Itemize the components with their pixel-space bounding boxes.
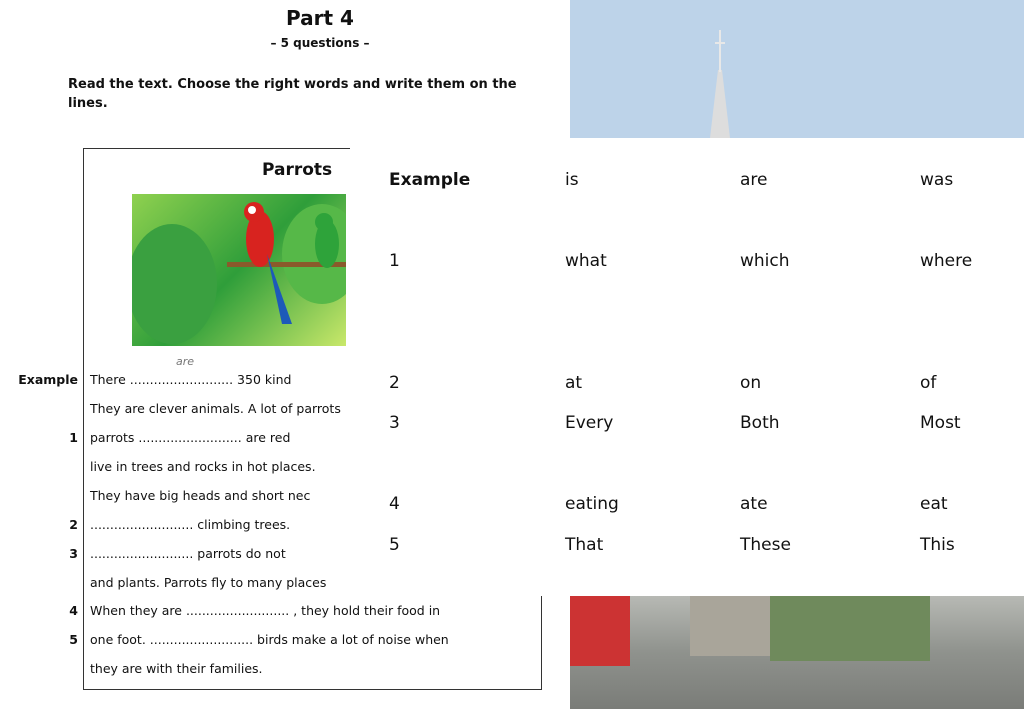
instructions: Read the text. Choose the right words and write them on the lines. — [68, 77, 517, 111]
option-row-label: Example — [389, 170, 471, 190]
passage-line: live in trees and rocks in hot places. — [90, 459, 316, 474]
option-row-label: 3 — [389, 413, 400, 433]
passage-line: When they are .......................... , they hold their food in — [90, 603, 441, 618]
option-choice[interactable]: of — [920, 373, 937, 393]
option-choice[interactable]: This — [920, 535, 955, 555]
question-number: 5 — [69, 632, 78, 647]
passage-line: parrots .......................... are red — [90, 430, 291, 445]
option-choice[interactable]: what — [565, 251, 607, 271]
bus-shape — [570, 596, 630, 666]
option-row-label: 1 — [389, 251, 400, 271]
option-choice[interactable]: is — [565, 170, 579, 190]
passage-line: .......................... climbing trees. — [90, 517, 291, 532]
option-choice[interactable]: at — [565, 373, 583, 393]
option-choice[interactable]: ate — [740, 494, 768, 514]
passage-line: They are clever animals. A lot of parrots — [90, 401, 341, 416]
passage-line: They have big heads and short nec — [90, 488, 311, 503]
question-number: 1 — [69, 430, 78, 445]
trees-shape — [770, 596, 930, 661]
option-choice[interactable]: on — [740, 373, 762, 393]
option-choice[interactable]: These — [740, 535, 791, 555]
option-choice[interactable]: That — [565, 535, 604, 555]
option-choice[interactable]: eat — [920, 494, 948, 514]
option-choice[interactable]: are — [740, 170, 768, 190]
option-choice[interactable]: Both — [740, 413, 780, 433]
question-number: 2 — [69, 517, 78, 532]
option-choice[interactable]: was — [920, 170, 954, 190]
passage-title: Parrots — [262, 160, 333, 180]
page-title: Part 4 — [286, 6, 354, 30]
option-row-label: 2 — [389, 373, 400, 393]
option-row-label: 5 — [389, 535, 400, 555]
example-answer: are — [176, 355, 195, 368]
passage-line: one foot. .......................... birds make a lot of noise when — [90, 632, 449, 647]
option-choice[interactable]: eating — [565, 494, 619, 514]
option-choice[interactable]: Most — [920, 413, 961, 433]
street-photo — [570, 596, 1024, 709]
passage-line: .......................... parrots do not — [90, 546, 286, 561]
option-choice[interactable]: where — [920, 251, 973, 271]
building-shape — [690, 596, 770, 656]
example-number: Example — [18, 372, 78, 387]
passage-line: they are with their families. — [90, 661, 263, 676]
options-panel — [350, 140, 1024, 596]
option-choice[interactable]: which — [740, 251, 790, 271]
passage-line: and plants. Parrots fly to many places — [90, 575, 327, 590]
parrots-illustration — [132, 194, 346, 346]
question-number: 4 — [69, 603, 78, 618]
question-number: 3 — [69, 546, 78, 561]
option-choice[interactable]: Every — [565, 413, 614, 433]
option-row-label: 4 — [389, 494, 400, 514]
page-subtitle: – 5 questions – — [270, 36, 370, 50]
parrots-picture — [132, 194, 346, 346]
passage-line: There .......................... 350 kind — [90, 372, 292, 387]
